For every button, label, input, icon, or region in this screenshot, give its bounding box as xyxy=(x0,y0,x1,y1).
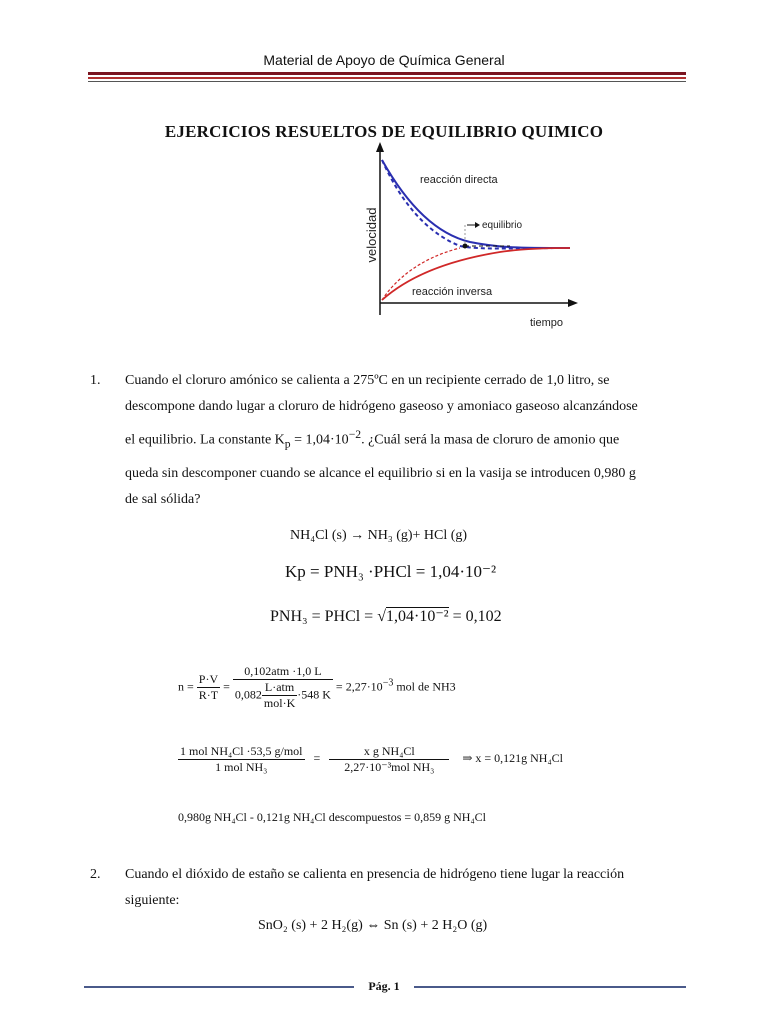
direct-label: reacción directa xyxy=(420,174,498,186)
document-title: EJERCICIOS RESUELTOS DE EQUILIBRIO QUIMICO xyxy=(164,122,604,141)
exercise-line: Cuando el cloruro amónico se calienta a 275ºC en un recipiente cerrado de 1,0 litro, se xyxy=(125,373,610,388)
numerator: 1 mol NH₄Cl ·53,5 g/mol xyxy=(180,744,303,758)
text-fragment: = xyxy=(313,751,321,766)
numerator: L·atm xyxy=(262,680,297,696)
text-fragment: ⇒ x = 0,121g NH₄Cl xyxy=(462,751,563,766)
inverse-label: reacción inversa xyxy=(412,286,493,298)
equilibrium-label: equilibrio xyxy=(482,220,523,231)
numerator: x g NH₄Cl xyxy=(329,744,449,760)
radicand: 1,04·10⁻² xyxy=(385,608,449,625)
superscript: −2 xyxy=(348,428,362,441)
final-result: 0,980g NH₄Cl - 0,121g NH₄Cl descompuestos = 0,859 g NH₄Cl xyxy=(178,810,486,824)
mass-equation xyxy=(178,744,563,775)
text-fragment: = 2,27·10 xyxy=(335,679,383,694)
page-header: Material de Apoyo de Química General xyxy=(263,52,505,68)
exercise-line xyxy=(125,422,700,457)
exercise-line: queda sin descomponer cuando se alcance el equilibrio si en la vasija se introducen 0,980 g xyxy=(125,466,636,482)
fraction xyxy=(233,664,333,711)
y-axis-arrow xyxy=(376,142,384,152)
kp-equation: Kp = PNH₃ ·PHCl = 1,04·10⁻² xyxy=(285,562,497,581)
text-fragment: el equilibrio. La constante K xyxy=(125,432,285,448)
text-fragment: PNH₃ = PHCl = xyxy=(270,608,378,625)
superscript: −3 xyxy=(382,677,394,689)
page-number: Pág. 1 xyxy=(368,979,400,993)
denominator xyxy=(233,680,333,711)
equilibrium-point xyxy=(463,244,468,249)
text-fragment: ·548 K xyxy=(297,687,331,702)
header-rule-bottom xyxy=(88,81,686,82)
text-fragment: 0,082 xyxy=(234,687,262,702)
text-fragment: n = xyxy=(178,679,194,694)
exercise-line: descompone dando lugar a cloruro de hidrógeno gaseoso y amoniaco gaseoso alcanzándose xyxy=(125,399,638,414)
fraction xyxy=(178,744,305,775)
exercise-line: Cuando el dióxido de estaño se calienta en presencia de hidrógeno tiene lugar la reacción xyxy=(125,867,625,882)
pressure-equation xyxy=(270,606,502,626)
fraction xyxy=(262,680,297,711)
header-rule-top xyxy=(88,72,686,75)
exercise-line: siguiente: xyxy=(125,893,180,908)
text-fragment: . ¿Cuál será la masa de cloruro de amonio que xyxy=(361,432,620,448)
fraction xyxy=(329,744,449,775)
reaction-equation: NH₄Cl (s) → NH₃ (g)+ HCl (g) xyxy=(290,528,468,543)
exercise-text xyxy=(125,368,700,513)
exercise-line: de sal sólida? xyxy=(125,492,201,508)
moles-equation xyxy=(178,664,456,711)
header-rule-mid xyxy=(88,77,686,79)
x-axis-arrow xyxy=(568,299,578,307)
exercise-number: 1. xyxy=(90,373,101,388)
reaction-equation-2: SnO₂ (s) + 2 H₂(g) ⇔ Sn (s) + 2 H₂O (g) xyxy=(258,918,488,933)
text-fragment: mol de NH3 xyxy=(396,679,456,694)
y-axis-label: velocidad xyxy=(364,207,379,263)
x-axis-label: tiempo xyxy=(530,317,564,329)
denominator: 2,27·10⁻³mol NH₃ xyxy=(344,760,435,774)
text-fragment: = 1,04·10 xyxy=(290,432,349,448)
equilibrium-arrowhead xyxy=(475,222,480,228)
numerator: P·V xyxy=(198,672,219,686)
text-fragment: = 0,102 xyxy=(448,608,502,625)
fraction xyxy=(197,672,220,703)
denominator: 1 mol NH₃ xyxy=(215,760,268,774)
denominator: R·T xyxy=(198,688,219,702)
exercise-text xyxy=(125,862,700,914)
text-fragment: = xyxy=(223,679,230,694)
denominator: mol·K xyxy=(263,696,296,710)
equilibrium-graph xyxy=(360,140,580,340)
subscript: p xyxy=(284,437,291,451)
numerator: 0,102atm ·1,0 L xyxy=(233,664,333,680)
exercise-number: 2. xyxy=(90,867,101,882)
sqrt-icon: √ xyxy=(377,608,386,625)
